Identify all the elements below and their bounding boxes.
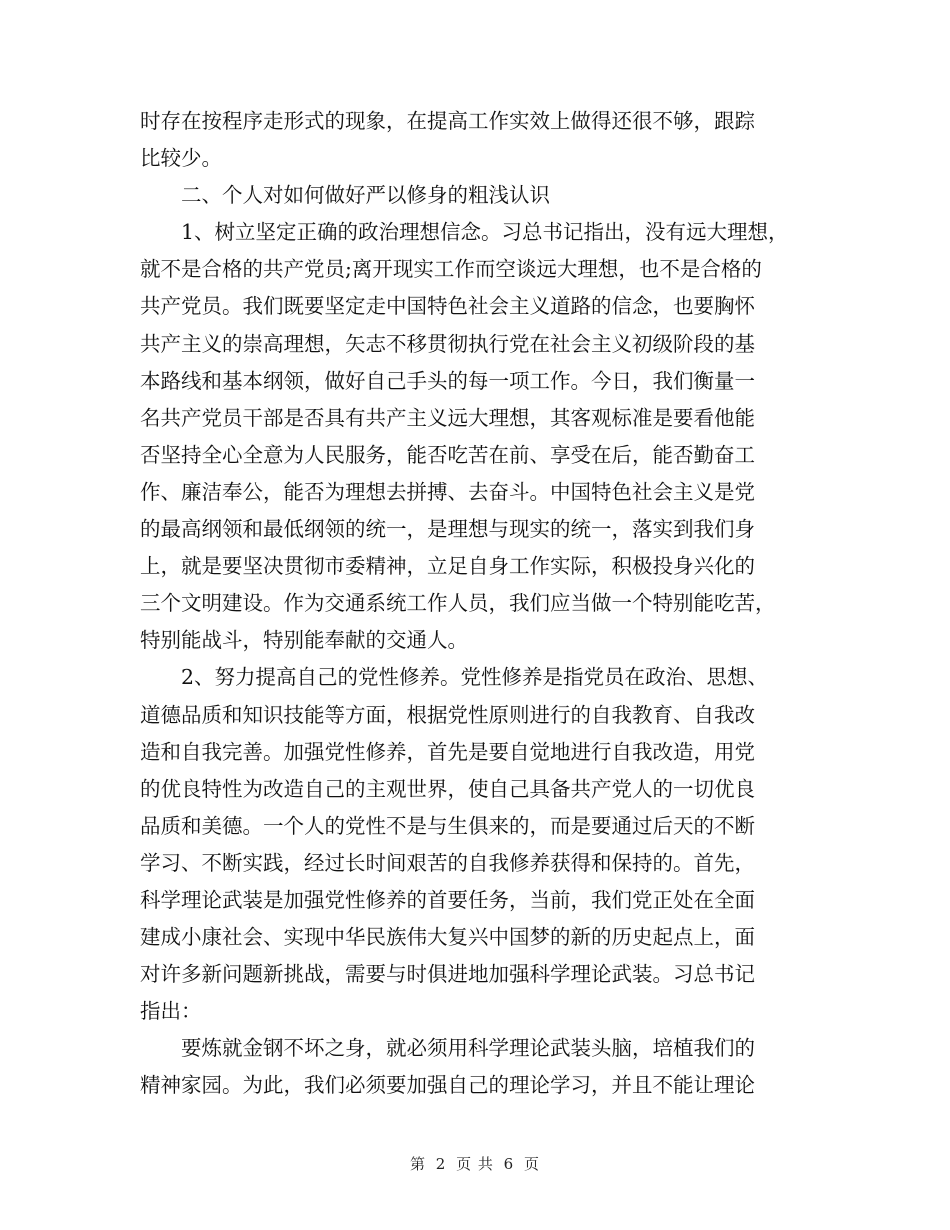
text-line: 否坚持全心全意为人民服务，能否吃苦在前、享受在后，能否勤奋工 bbox=[140, 442, 755, 467]
text-line: 造和自我完善。加强党性修养，首先是要自觉地进行自我改造，用党 bbox=[140, 739, 755, 764]
text-line: 上，就是要坚决贯彻市委精神，立足自身工作实际，积极投身兴化的 bbox=[140, 554, 755, 579]
text-line: 时存在按程序走形式的现象，在提高工作实效上做得还很不够，跟踪 bbox=[140, 109, 755, 133]
text-line: 比较少。 bbox=[140, 146, 222, 171]
footer-prefix: 第 bbox=[409, 1155, 426, 1173]
text-line: 品质和美德。一个人的党性不是与生俱来的，而是要通过后天的不断 bbox=[140, 813, 755, 838]
text-line: 共产党员。我们既要坚定走中国特色社会主义道路的信念，也要胸怀 bbox=[140, 294, 755, 319]
text-line: 对许多新问题新挑战，需要与时俱进地加强科学理论武装。习总书记 bbox=[140, 962, 755, 987]
text-line: 指出： bbox=[140, 999, 202, 1024]
text-line: 的最高纲领和最低纲领的统一，是理想与现实的统一，落实到我们身 bbox=[140, 517, 755, 542]
text-line: 道德品质和知识技能等方面，根据党性原则进行的自我教育、自我改 bbox=[140, 702, 755, 727]
text-line: 三个文明建设。作为交通系统工作人员，我们应当做一个特别能吃苦， bbox=[140, 591, 776, 616]
body-text bbox=[140, 103, 820, 1105]
text-line: 2、努力提高自己的党性修养。党性修养是指党员在政治、思想、 bbox=[181, 665, 769, 690]
text-line: 就不是合格的共产党员;离开现实工作而空谈远大理想，也不是合格的 bbox=[140, 257, 762, 282]
footer-middle: 页 共 bbox=[456, 1155, 494, 1173]
text-line: 精神家园。为此，我们必须要加强自己的理论学习，并且不能让理论 bbox=[140, 1073, 755, 1098]
text-line: 的优良特性为改造自己的主观世界，使自己具备共产党人的一切优良 bbox=[140, 776, 755, 801]
text-line: 建成小康社会、实现中华民族伟大复兴中国梦的新的历史起点上，面 bbox=[140, 925, 755, 950]
text-line: 作、廉洁奉公，能否为理想去拼搏、去奋斗。中国特色社会主义是党 bbox=[140, 479, 755, 504]
page-footer bbox=[0, 1153, 950, 1174]
text-line: 学习、不断实践，经过长时间艰苦的自我修养获得和保持的。首先， bbox=[140, 850, 755, 875]
text-line: 1、树立坚定正确的政治理想信念。习总书记指出，没有远大理想， bbox=[181, 220, 789, 245]
footer-suffix: 页 bbox=[524, 1155, 541, 1173]
section-heading: 二、个人对如何做好严以修身的粗浅认识 bbox=[181, 183, 550, 208]
text-line: 要炼就金钢不坏之身，就必须用科学理论武装头脑，培植我们的 bbox=[181, 1036, 755, 1061]
total-pages: 6 bbox=[503, 1155, 515, 1173]
text-line: 本路线和基本纲领，做好自己手头的每一项工作。今日，我们衡量一 bbox=[140, 368, 755, 393]
text-line: 特别能战斗，特别能奉献的交通人。 bbox=[140, 628, 468, 653]
text-line: 共产主义的崇高理想，矢志不移贯彻执行党在社会主义初级阶段的基 bbox=[140, 331, 755, 356]
page-number: 2 bbox=[435, 1155, 447, 1173]
text-line: 名共产党员干部是否具有共产主义远大理想，其客观标准是要看他能 bbox=[140, 405, 755, 430]
text-line: 科学理论武装是加强党性修养的首要任务，当前，我们党正处在全面 bbox=[140, 887, 755, 912]
